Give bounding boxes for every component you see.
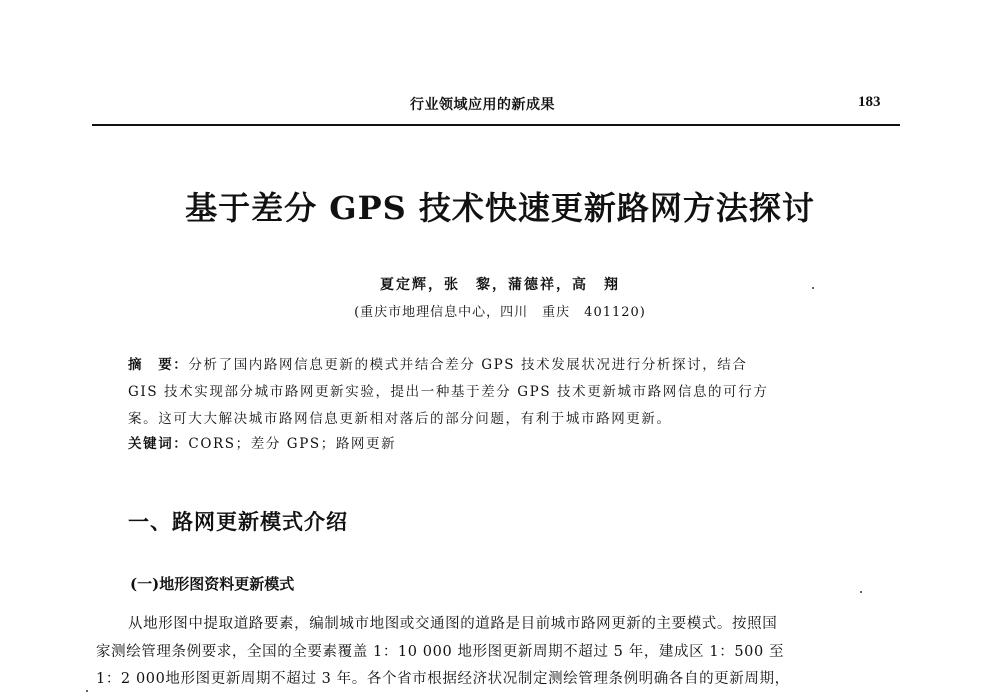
running-header-title: 行业领域应用的新成果 — [410, 97, 555, 113]
paragraph-line: 1：2 000地形图更新周期不超过 3 年。各个省市根据经济状况制定测绘管理条例明确各自的更新周期， — [96, 671, 790, 687]
subsection-heading: (一)地形图资料更新模式 — [130, 575, 295, 593]
affiliation: (重庆市地理信息中心，四川 重庆 401120) — [354, 305, 646, 320]
header-rule — [92, 124, 900, 126]
abstract-label: 摘 要： — [128, 357, 189, 373]
keywords-text: CORS；差分 GPS；路网更新 — [188, 436, 397, 452]
abstract-line: GIS 技术实现部分城市路网更新实验，提出一种基于差分 GPS 技术更新城市路网信息的可行方 — [128, 384, 769, 400]
scan-speck — [860, 591, 862, 593]
paragraph-line: 家测绘管理条例要求，全国的全要素覆盖 1：10 000 地形图更新周期不超过 5 年，建成区 1：500 至 — [96, 644, 785, 660]
keywords-line — [128, 432, 396, 452]
author-list: 夏定辉，张 黎，蒲德祥，高 翔 — [380, 277, 620, 293]
keywords-label: 关键词： — [128, 436, 189, 452]
page-number: 183 — [858, 94, 881, 110]
section-heading: 一、路网更新模式介绍 — [128, 509, 348, 534]
abstract-line — [128, 353, 748, 373]
abstract-line: 案。这可大大解决城市路网信息更新相对落后的部分问题，有利于城市路网更新。 — [128, 411, 672, 427]
scan-speck — [812, 287, 814, 289]
abstract-text: 分析了国内路网信息更新的模式并结合差分 GPS 技术发展状况进行分析探讨，结合 — [188, 357, 748, 373]
paragraph-line: 从地形图中提取道路要素，编制城市地图或交通图的道路是目前城市路网更新的主要模式。按照国 — [128, 616, 778, 632]
paper-title: 基于差分 GPS 技术快速更新路网方法探讨 — [185, 189, 815, 227]
scan-speck — [86, 690, 88, 692]
